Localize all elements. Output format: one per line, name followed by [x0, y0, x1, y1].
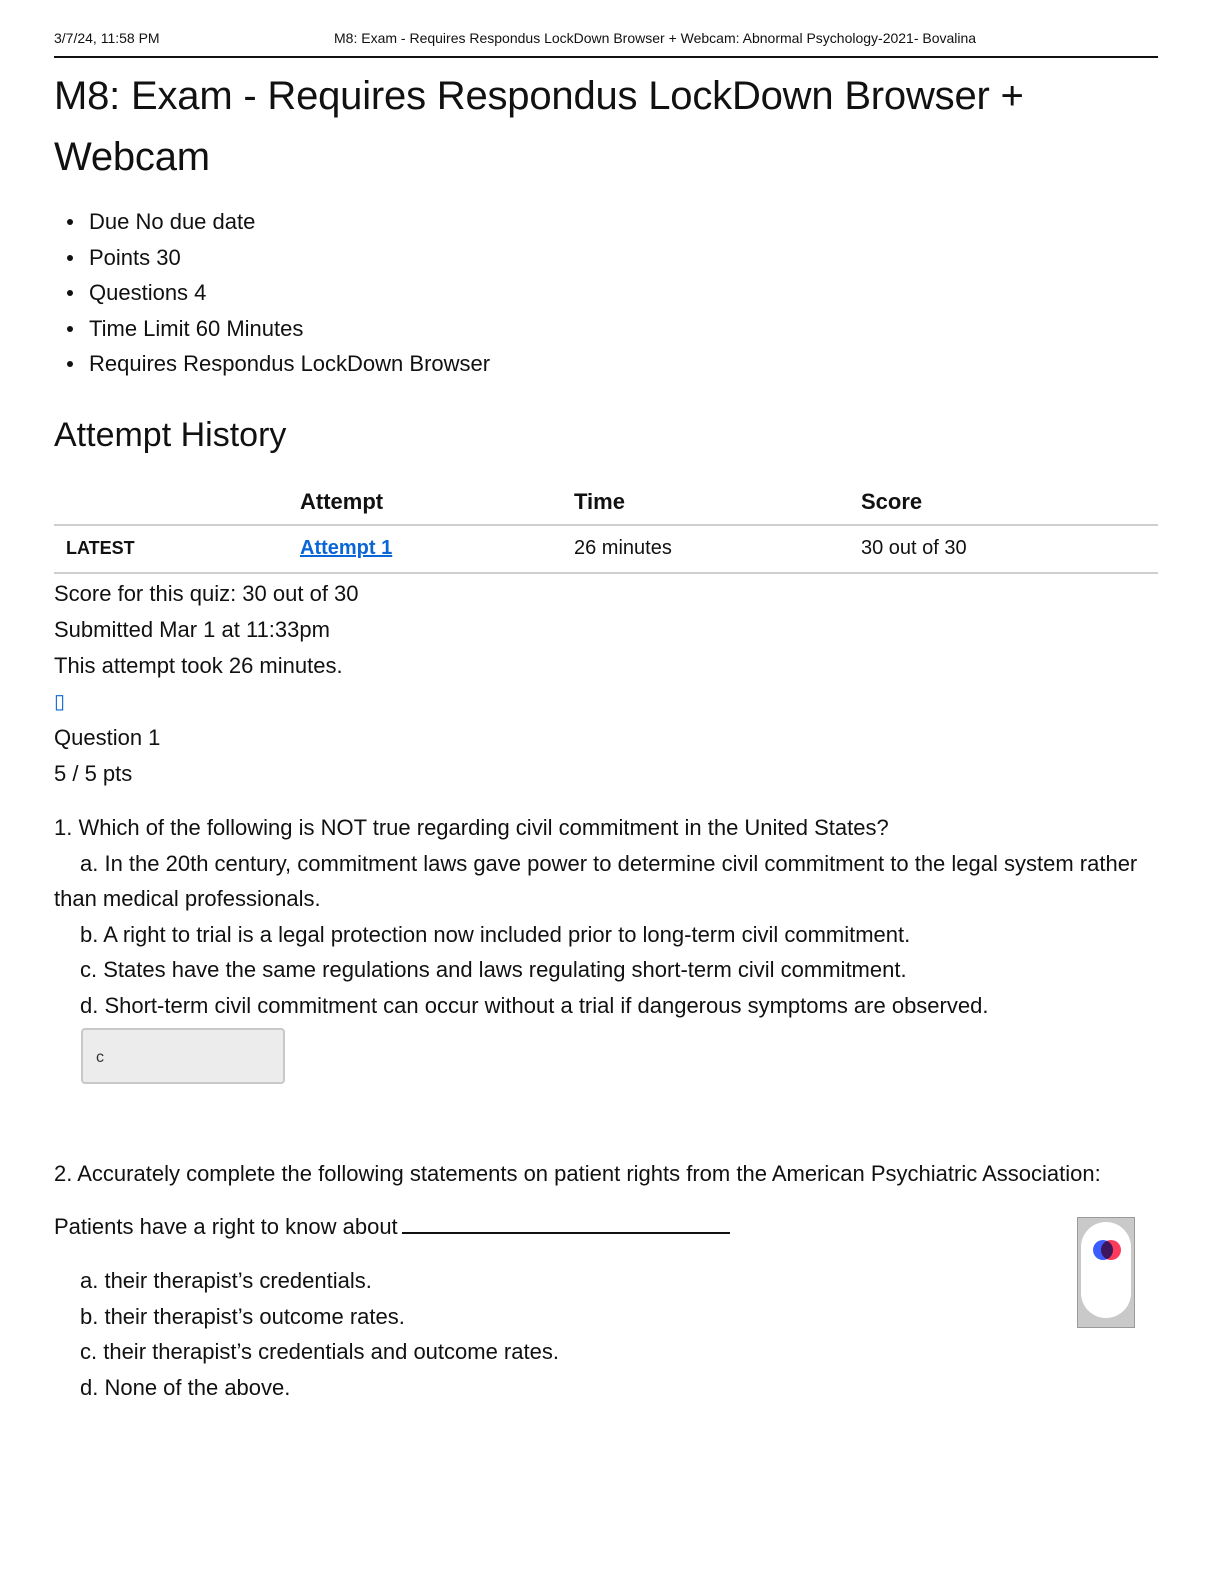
assistant-widget-panel[interactable] [1081, 1222, 1131, 1318]
detail-due: Due No due date [54, 204, 1158, 240]
question-1-text: 1. Which of the following is NOT true regarding civil commitment in the United States? [54, 814, 889, 840]
question-2-choice-a: a. their therapist’s credentials. [80, 1268, 372, 1294]
question-1-answer-field[interactable]: c [81, 1028, 285, 1084]
column-header-time: Time [574, 480, 861, 525]
question-2-prompt [54, 1209, 1158, 1245]
attempt-cell [300, 525, 574, 573]
print-page-title: M8: Exam - Requires Respondus LockDown Browser + Webcam: Abnormal Psychology-2021- Bovalina [334, 30, 977, 46]
detail-lockdown: Requires Respondus LockDown Browser [54, 346, 1158, 382]
question-2-prompt-text: Patients have a right to know about [54, 1214, 398, 1240]
time-cell: 26 minutes [574, 525, 861, 573]
print-datetime: 3/7/24, 11:58 PM [54, 30, 160, 46]
question-1-choice-d: d. Short-term civil commitment can occur without a trial if dangerous symptoms are observed. [80, 992, 989, 1018]
column-header-score: Score [861, 480, 1158, 525]
attempt-history-heading: Attempt History [54, 415, 287, 454]
assistant-logo-overlay-icon [1101, 1240, 1121, 1260]
question-1-choice-a: a. In the 20th century, commitment laws gave power to determine civil commitment to the legal system rather than medical professionals. [54, 850, 1138, 912]
submitted-date: Submitted Mar 1 at 11:33pm [54, 616, 330, 642]
column-header-label [54, 480, 300, 525]
latest-label: LATEST [54, 525, 300, 573]
table-header-row [54, 480, 1158, 525]
quiz-score: Score for this quiz: 30 out of 30 [54, 580, 359, 606]
quiz-content [54, 66, 1158, 1406]
question-1-choice-c: c. States have the same regulations and laws regulating short-term civil commitment. [80, 957, 907, 983]
floating-assistant-widget[interactable] [1077, 1217, 1135, 1328]
question-2-choice-d: d. None of the above. [80, 1374, 291, 1400]
question-1-label: Question 1 [54, 724, 161, 750]
question-2-choice-b: b. their therapist’s outcome rates. [80, 1303, 405, 1329]
attempt-duration: This attempt took 26 minutes. [54, 652, 343, 678]
flag-question-icon[interactable]: ▯ [54, 690, 66, 713]
detail-time-limit: Time Limit 60 Minutes [54, 311, 1158, 347]
attempt-history-table [54, 480, 1158, 574]
attempt-1-link[interactable]: Attempt 1 [300, 537, 393, 560]
question-2-choices [54, 1263, 1158, 1405]
attempt-summary [54, 576, 1158, 684]
fill-in-blank-line [402, 1210, 730, 1234]
column-header-attempt: Attempt [300, 480, 574, 525]
question-2-text: 2. Accurately complete the following statements on patient rights from the American Psychiatric Association: [54, 1160, 1101, 1186]
print-header [54, 28, 1158, 58]
question-1-choice-b: b. A right to trial is a legal protection now included prior to long-term civil commitment. [80, 921, 911, 947]
detail-questions: Questions 4 [54, 275, 1158, 311]
question-1-points: 5 / 5 pts [54, 760, 133, 786]
score-cell: 30 out of 30 [861, 525, 1158, 573]
quiz-details-list [54, 204, 1158, 382]
detail-points: Points 30 [54, 240, 1158, 276]
table-row [54, 525, 1158, 573]
page-title: M8: Exam - Requires Respondus LockDown Browser + Webcam [54, 74, 1024, 179]
question-2-choice-c: c. their therapist’s credentials and outcome rates. [80, 1339, 559, 1365]
